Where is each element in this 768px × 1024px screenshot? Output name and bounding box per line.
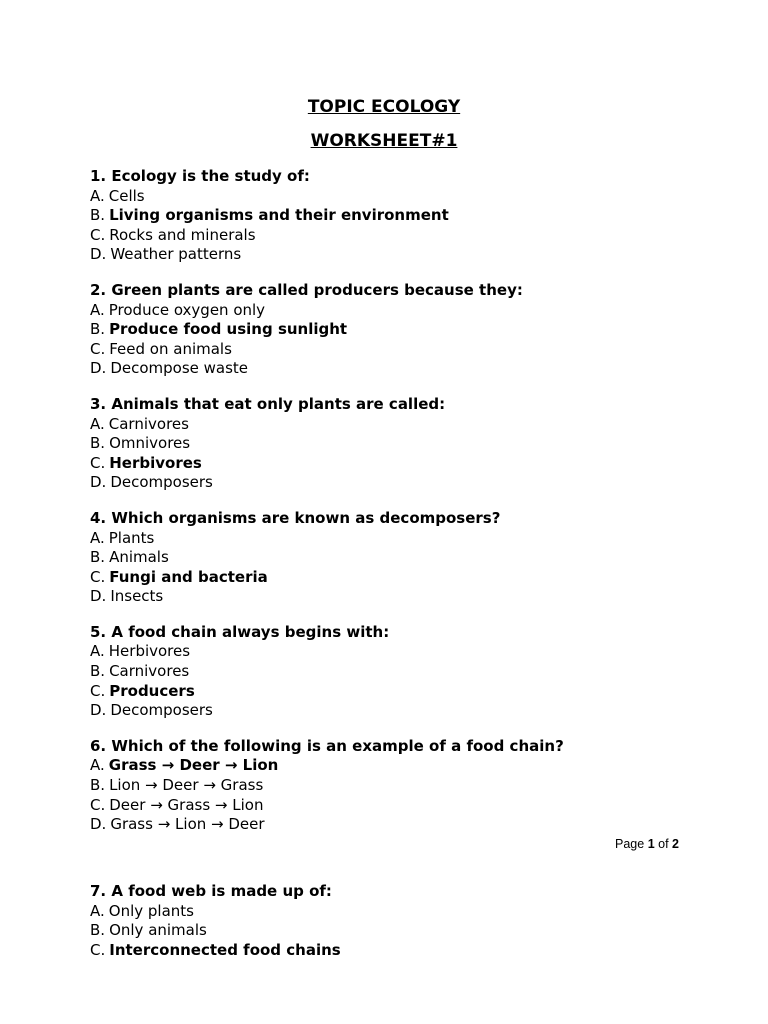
option-b	[90, 434, 710, 454]
option-letter: B.	[90, 206, 106, 225]
option-letter: C.	[90, 681, 106, 700]
option-text: Insects	[110, 587, 164, 606]
option-b	[90, 320, 710, 340]
option-text: Grass → Lion → Deer	[110, 815, 265, 834]
option-text: Only plants	[108, 901, 194, 920]
page-word: Page	[615, 837, 645, 851]
option-letter: D.	[90, 701, 107, 720]
page-subtitle: WORKSHEET#1	[310, 131, 458, 151]
option-a	[90, 902, 710, 922]
question-text: 6. Which of the following is an example of a food chain?	[90, 736, 564, 755]
option-text: Carnivores	[109, 662, 190, 681]
option-text: Animals	[109, 548, 169, 567]
page-title: TOPIC ECOLOGY	[307, 97, 461, 117]
question-7	[90, 882, 710, 960]
option-text: Only animals	[109, 921, 207, 940]
option-letter: B.	[90, 548, 106, 567]
question-text: 4. Which organisms are known as decomposers?	[90, 508, 501, 527]
option-text: Living organisms and their environment	[109, 206, 449, 225]
option-letter: B.	[90, 776, 106, 795]
question-4	[90, 509, 710, 607]
option-b	[90, 206, 710, 226]
option-letter: A.	[90, 642, 105, 661]
current-page: 1	[647, 837, 655, 851]
question-6	[90, 737, 710, 835]
option-letter: B.	[90, 434, 106, 453]
option-c	[90, 454, 710, 474]
option-letter: D.	[90, 359, 107, 378]
option-a	[90, 756, 710, 776]
option-letter: A.	[90, 901, 105, 920]
option-a	[90, 187, 710, 207]
option-c	[90, 226, 710, 246]
option-text: Produce oxygen only	[108, 300, 266, 319]
option-c	[90, 568, 710, 588]
question-text: 2. Green plants are called producers because they:	[90, 280, 523, 299]
option-text: Weather patterns	[110, 245, 242, 264]
option-letter: A.	[90, 186, 105, 205]
option-text: Producers	[109, 681, 195, 700]
question-text: 5. A food chain always begins with:	[90, 622, 390, 641]
option-b	[90, 548, 710, 568]
option-letter: C.	[90, 567, 106, 586]
questions-list-page-2	[90, 882, 710, 976]
option-c	[90, 682, 710, 702]
question-text: 1. Ecology is the study of:	[90, 167, 310, 185]
option-letter: C.	[90, 339, 106, 358]
option-letter: B.	[90, 320, 106, 339]
option-text: Rocks and minerals	[109, 225, 256, 244]
option-letter: A.	[90, 300, 105, 319]
option-text: Grass → Deer → Lion	[108, 756, 279, 775]
option-letter: B.	[90, 662, 106, 681]
option-d	[90, 701, 710, 721]
question-5	[90, 623, 710, 721]
option-b	[90, 662, 710, 682]
option-text: Decompose waste	[110, 359, 249, 378]
page-number	[615, 836, 679, 852]
question-3	[90, 395, 710, 493]
option-letter: D.	[90, 587, 107, 606]
option-d	[90, 473, 710, 493]
option-letter: D.	[90, 473, 107, 492]
option-d	[90, 359, 710, 379]
option-letter: C.	[90, 795, 106, 814]
option-letter: C.	[90, 225, 106, 244]
option-c	[90, 941, 710, 961]
question-2	[90, 281, 710, 379]
option-text: Decomposers	[110, 473, 213, 492]
option-text: Cells	[108, 186, 145, 205]
option-text: Interconnected food chains	[109, 940, 341, 959]
option-letter: C.	[90, 453, 106, 472]
option-letter: D.	[90, 815, 107, 834]
option-text: Deer → Grass → Lion	[109, 795, 264, 814]
option-a	[90, 529, 710, 549]
option-text: Feed on animals	[109, 339, 232, 358]
option-d	[90, 245, 710, 265]
option-text: Fungi and bacteria	[109, 567, 268, 586]
option-text: Decomposers	[110, 701, 213, 720]
option-text: Carnivores	[108, 414, 189, 433]
option-letter: C.	[90, 940, 106, 959]
option-letter: A.	[90, 528, 105, 547]
option-text: Plants	[108, 528, 155, 547]
option-d	[90, 815, 710, 835]
question-text: 7. A food web is made up of:	[90, 882, 332, 900]
option-a	[90, 415, 710, 435]
option-d	[90, 587, 710, 607]
option-text: Omnivores	[109, 434, 191, 453]
option-b	[90, 921, 710, 941]
option-text: Produce food using sunlight	[109, 320, 348, 339]
questions-list	[90, 167, 710, 851]
option-a	[90, 642, 710, 662]
option-text: Herbivores	[108, 642, 191, 661]
question-text: 3. Animals that eat only plants are called:	[90, 394, 446, 413]
option-c	[90, 796, 710, 816]
option-letter: D.	[90, 245, 107, 264]
option-a	[90, 301, 710, 321]
total-pages: 2	[672, 837, 679, 851]
option-letter: B.	[90, 921, 106, 940]
option-letter: A.	[90, 756, 105, 775]
option-c	[90, 340, 710, 360]
option-b	[90, 776, 710, 796]
of-word: of	[658, 837, 669, 851]
question-1	[90, 167, 710, 265]
option-text: Herbivores	[109, 453, 202, 472]
option-text: Lion → Deer → Grass	[109, 776, 264, 795]
option-letter: A.	[90, 414, 105, 433]
